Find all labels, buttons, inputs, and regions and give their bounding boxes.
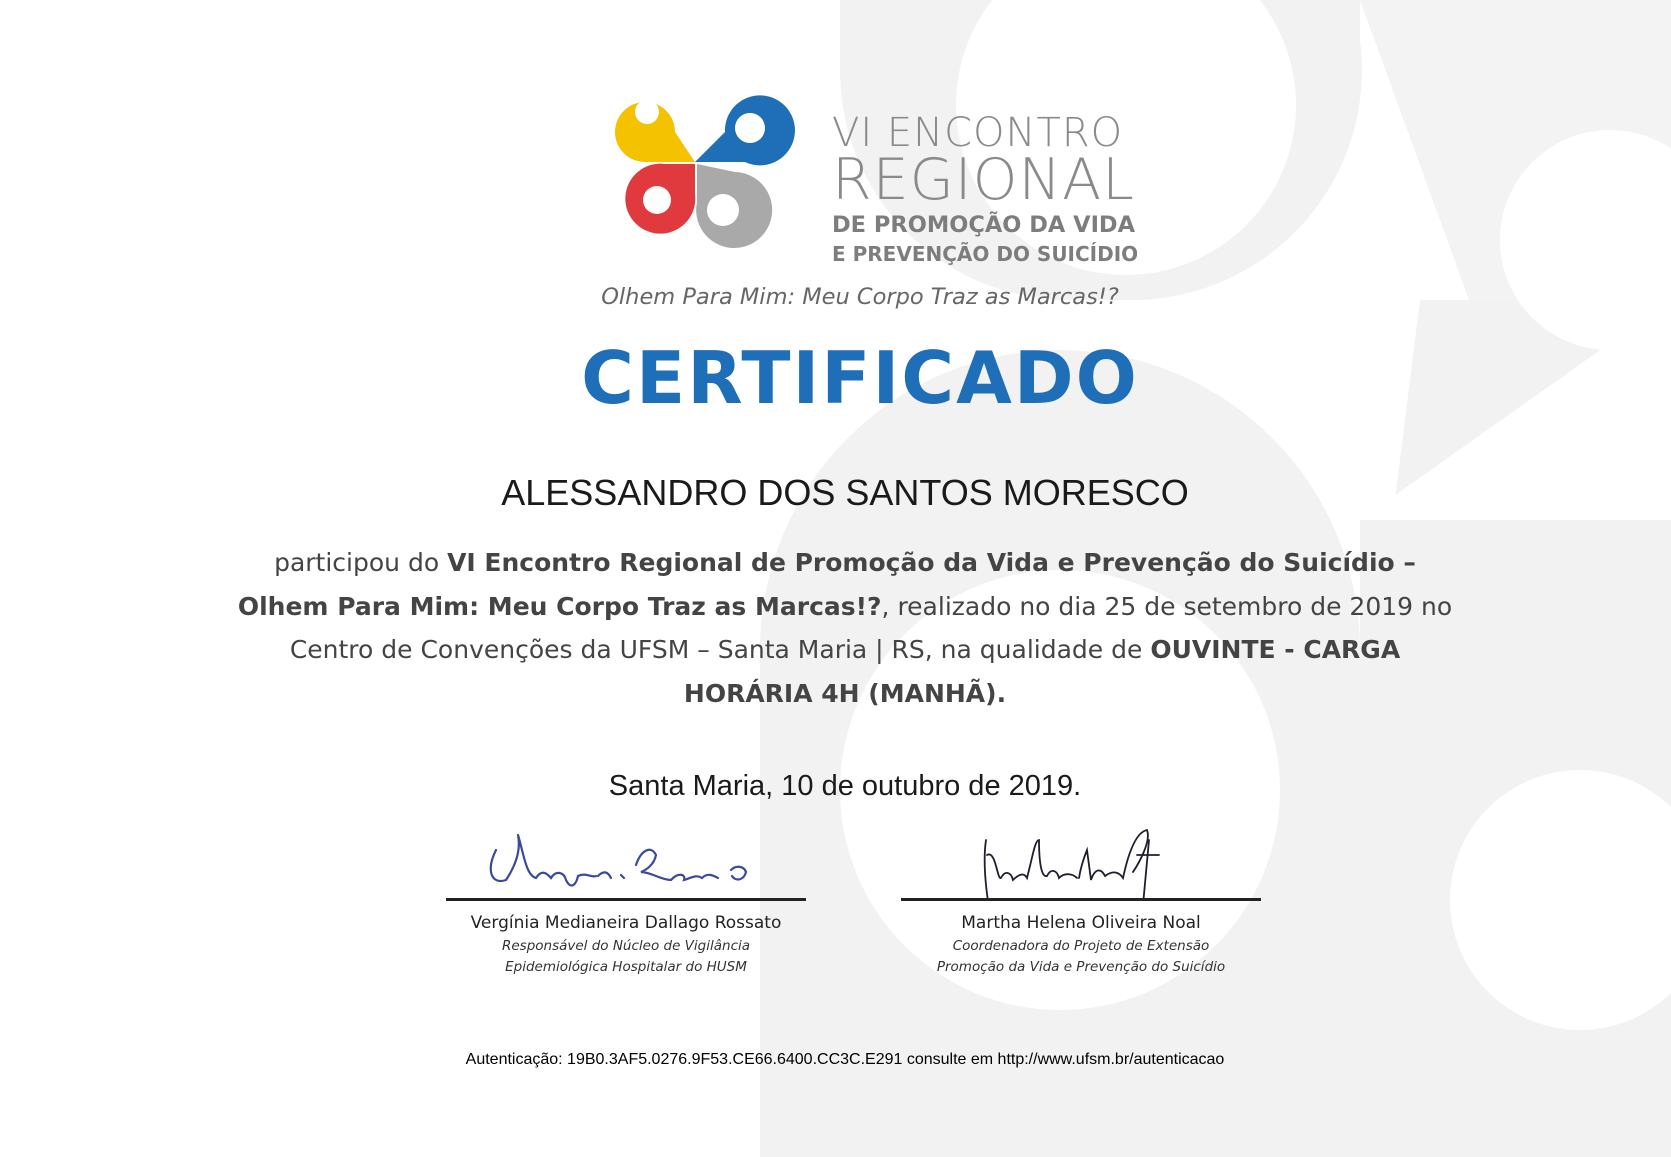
body-text-details: , realizado no dia 25 de setembro de 2019 no Centro de Convenções da UFSM – Santa Maria | RS, na qualidade de <box>289 591 1453 664</box>
signature-line-left <box>446 898 806 901</box>
body-text-intro: participou do <box>274 548 448 577</box>
logo-text-line3: DE PROMOÇÃO DA VIDA <box>832 212 1136 238</box>
event-tagline: Olhem Para Mim: Meu Corpo Traz as Marcas!? <box>601 284 1119 310</box>
authentication-code: Autenticação: 19B0.3AF5.0276.9F53.CE66.6400.CC3C.E291 consulte em http://www.ufsm.br/autenticacao <box>465 1051 1225 1068</box>
participation-role: OUVINTE - CARGA HORÁRIA 4H (MANHÃ). <box>683 635 1401 708</box>
signature-right-icon <box>901 810 1261 898</box>
signatory-name-left: Vergínia Medianeira Dallago Rossato <box>470 913 782 933</box>
signatory-role-right-line1: Coordenadora do Projeto de Extensão <box>952 938 1210 954</box>
issue-date: Santa Maria, 10 de outubro de 2019. <box>608 770 1082 802</box>
event-name: VI Encontro Regional de Promoção da Vida e Prevenção do Suicídio – Olhem Para Mim: Meu Corpo Traz as Marcas!? <box>237 548 1416 621</box>
recipient-name: ALESSANDRO DOS SANTOS MORESCO <box>501 472 1189 513</box>
signatory-role-left-line2: Epidemiológica Hospitalar do HUSM <box>505 959 747 975</box>
certificate-body <box>235 541 1455 715</box>
logo-text-line4: E PREVENÇÃO DO SUICÍDIO <box>832 242 1139 266</box>
signature-block-right <box>901 810 1261 978</box>
logo-text-line2: REGIONAL <box>832 147 1135 213</box>
signature-left-icon <box>446 810 806 898</box>
event-logo-icon <box>605 72 805 272</box>
signature-block-left <box>446 810 806 978</box>
signatory-role-left-line1: Responsável do Núcleo de Vigilância <box>501 938 751 954</box>
certificate-title: CERTIFICADO <box>581 336 1139 420</box>
signatory-role-right-line2: Promoção da Vida e Prevenção do Suicídio <box>936 959 1226 975</box>
signatory-name-right: Martha Helena Oliveira Noal <box>961 913 1201 933</box>
signature-line-right <box>901 898 1261 901</box>
logo-text-line1: VI ENCONTRO <box>832 110 1124 156</box>
